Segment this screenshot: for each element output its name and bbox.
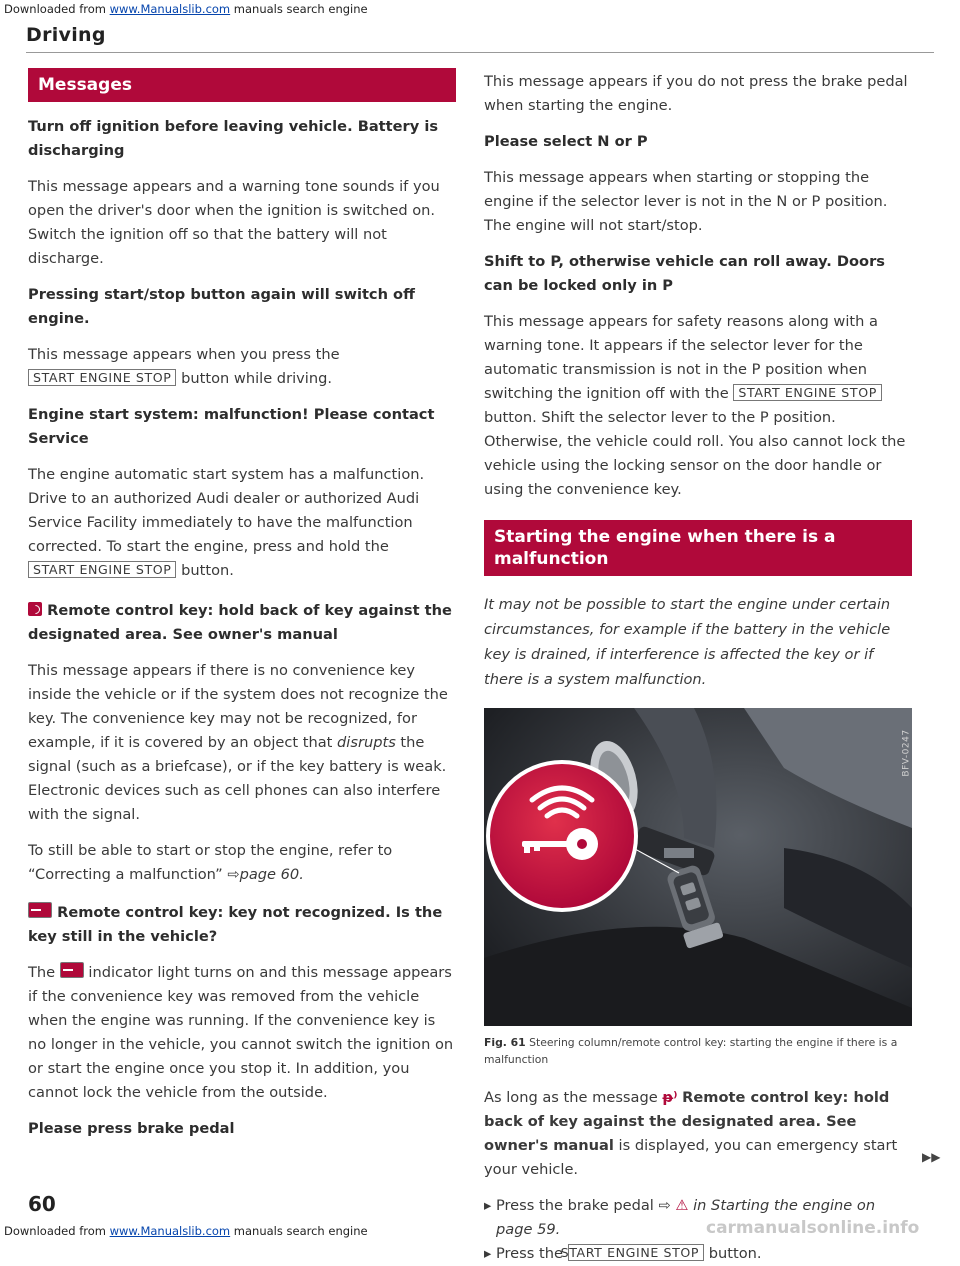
message-title: Please select N or P [484, 133, 648, 150]
manualslib-link[interactable]: www.Manualslib.com [109, 2, 231, 16]
steering-column-illustration [484, 708, 912, 1026]
continue-arrow-icon: ▶▶ [922, 1150, 941, 1164]
start-engine-stop-key: START ENGINE STOP [733, 384, 881, 401]
section-title: Driving [26, 24, 106, 46]
emergency-start-paragraph: As long as the message ᵽ⁾ Remote control key: hold back of key against the designated area. See owner's manual is displayed, you can emergency start your vehicle. [484, 1089, 898, 1178]
page-ref-link[interactable]: page 60. [239, 866, 304, 883]
left-column [28, 68, 456, 1141]
download-footer: Downloaded from www.Manualslib.com manuals search engine [4, 1224, 368, 1238]
download-banner [4, 2, 368, 16]
header-rule [26, 52, 934, 53]
message-body: This message appears when you press the START ENGINE STOP button while driving. [28, 346, 340, 387]
message-title: Remote control key: hold back of key against the designated area. See owner's manual [28, 602, 452, 643]
message-body: This message appears if you do not press the brake pedal when starting the engine. [484, 73, 908, 114]
warning-triangle-icon: ⚠ [675, 1197, 689, 1214]
key-indicator-icon [28, 902, 52, 918]
malfunction-section-header: Starting the engine when there is a malfunction [484, 520, 912, 576]
step-press-button: ▸ Press the START ENGINE STOP button. [484, 1245, 762, 1262]
message-title: Shift to P, otherwise vehicle can roll away. Doors can be locked only in P [484, 253, 885, 294]
start-engine-stop-key: START ENGINE STOP [28, 561, 176, 578]
message-body: This message appears and a warning tone sounds if you open the driver's door when the ignition is switched on. Switch the ignition off so that the battery will not discharge. [28, 178, 440, 267]
arrow-ref-icon: ⇨ [227, 866, 240, 883]
message-body: To still be able to start or stop the engine, refer to “Correcting a malfunction” ⇨page 60. [28, 842, 393, 883]
step-press-brake: ▸ Press the brake pedal ⇨ ⚠ in Starting the engine on page 59. [484, 1197, 876, 1238]
message-body: This message appears for safety reasons along with a warning tone. It appears if the selector lever for the automatic transmission is not in the P position when switching the ignition off with the START ENGINE STOP button. Shift the selector lever to the P position. Otherwise, the vehicle could roll. You also cannot lock the vehicle using the locking sensor on the door handle or using the convenience key. [484, 313, 906, 498]
figure-code: BFV-0247 [901, 729, 912, 777]
arrow-ref-icon: ⇨ [658, 1197, 671, 1214]
message-title: Please press brake pedal [28, 1120, 235, 1137]
message-title: Remote control key: key not recognized. Is the key still in the vehicle? [28, 904, 443, 945]
right-column [484, 68, 912, 1266]
page-number: 60 [28, 1192, 56, 1216]
remote-key-indicator-icon [28, 602, 42, 616]
message-title: Pressing start/stop button again will switch off engine. [28, 286, 415, 327]
start-engine-stop-key: START ENGINE STOP [28, 369, 176, 386]
manualslib-footer-link[interactable]: www.Manualslib.com [109, 1224, 231, 1238]
watermark: carmanualsonline.info [706, 1218, 920, 1238]
messages-header: Messages [28, 68, 456, 102]
message-title: Engine start system: malfunction! Please contact Service [28, 406, 435, 447]
message-body: This message appears when starting or stopping the engine if the selector lever is not in the N or P position. The engine will not start/stop. [484, 169, 888, 234]
page-ref-link[interactable]: in Starting the engine on page 59. [496, 1197, 876, 1238]
figure-steering-column [484, 708, 912, 1026]
banner-prefix: Downloaded from [4, 2, 110, 16]
remote-signal-icon: ᵽ⁾ [662, 1089, 678, 1106]
section-intro: It may not be possible to start the engine under certain circumstances, for example if the battery in the vehicle key is drained, if interference is affected the key or if there is a system malfunction. [484, 596, 891, 688]
key-indicator-icon [60, 962, 84, 978]
message-body: The engine automatic start system has a malfunction. Drive to an authorized Audi dealer or authorized Audi Service Facility immediately to have the malfunction corrected. To start the engine, press and hold the START ENGINE STOP button. [28, 466, 425, 579]
message-body: This message appears if there is no convenience key inside the vehicle or if the system does not recognize the key. The convenience key may not be recognized, for example, if it is covered by an object that disrupts the signal (such as a briefcase), or if the key battery is weak. Electronic devices such as cell phones can also interfere with the signal. [28, 662, 448, 823]
message-title: Turn off ignition before leaving vehicle. Battery is discharging [28, 118, 439, 159]
banner-suffix: manuals search engine [230, 2, 368, 16]
figure-caption: Fig. 61 Steering column/remote control key: starting the engine if there is a malfunction [484, 1036, 898, 1066]
start-engine-stop-key: START ENGINE STOP [568, 1244, 704, 1261]
message-body: The indicator light turns on and this message appears if the convenience key was removed from the vehicle when the engine was running. If the convenience key is no longer in the vehicle, you cannot switch the ignition on or start the engine once you stop it. In addition, you cannot lock the vehicle from the outside. [28, 964, 454, 1101]
